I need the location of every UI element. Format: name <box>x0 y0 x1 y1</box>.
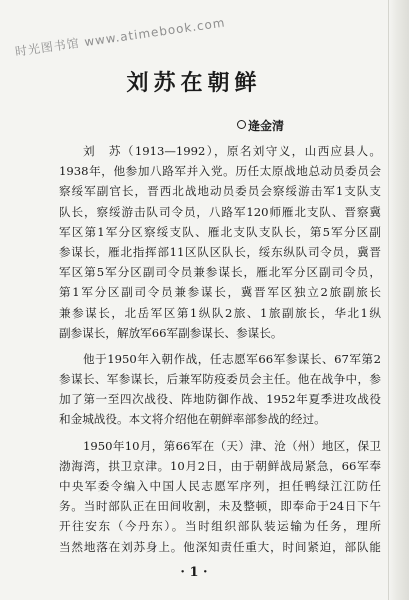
text-line: 渤海湾，拱卫京津。10月2日，由于朝鲜战局紧急，66军奉 <box>59 458 381 473</box>
watermark: 时光图书馆 www.atimebook.com <box>14 15 227 59</box>
page-number: · 1 · <box>180 565 208 580</box>
text-line: 军区第5军分区副司令员兼参谋长，雁北军分区副司令员， <box>59 265 381 280</box>
text-line: 他于1950年入朝作战，任志愿军66军参谋长、67军第2 <box>83 351 381 366</box>
text-line: 和金城战役。本文将介绍他在朝鲜率部参战的经过。 <box>59 412 326 427</box>
author-name: 逄金清 <box>248 119 285 133</box>
text-line: 中央军委令编入中国人民志愿军序列，担任鸭绿江江防任 <box>59 479 381 493</box>
article-body <box>59 141 381 557</box>
paragraph-3 <box>59 436 381 557</box>
text-line: 刘 苏（1913—1992），原名刘守义，山西应县人。 <box>83 144 381 158</box>
text-line: 1950年10月，第66军在（天）津、沧（州）地区，保卫 <box>83 438 381 453</box>
text-line: 当然地落在刘苏身上。他深知责任重大，时间紧迫，部队能 <box>59 539 381 554</box>
text-line: 兼参谋长，北岳军区第1纵队2旅、1旅副旅长，华北1纵 <box>59 305 381 320</box>
text-line: 参谋长、军参谋长，后兼军防疫委员会主任。他在战争中，参 <box>59 372 381 387</box>
byline-circle-mark <box>237 120 246 129</box>
text-line: 务。当时部队正在田间收割，未及整顿，即奉命于24日下午 <box>59 499 381 514</box>
text-line: 军区第1军分区察绥支队、雁北支队支队长，第5军分区副 <box>59 224 381 239</box>
paragraph-2 <box>59 349 381 430</box>
author-byline <box>237 117 284 134</box>
article-title: 刘苏在朝鲜 <box>126 70 262 96</box>
text-line: 队长，察绥游击队司令员，八路军120师雁北支队、晋察冀 <box>59 204 381 219</box>
text-line: 1938年，他参加八路军并入党。历任太原战地总动员委员会 <box>59 164 381 179</box>
text-line: 开往安东（今丹东）。当时组织部队装运输为任务，理所 <box>59 519 381 534</box>
page-spine-shadow <box>388 0 409 600</box>
text-line: 副参谋长，解放军66军副参谋长、参谋长。 <box>59 325 283 340</box>
paragraph-1 <box>59 141 381 343</box>
text-line: 察绥军副官长，晋西北战地动员委员会察绥游击军1支队支 <box>59 184 381 199</box>
text-line: 加了第一至四次战役、阵地防御作战、1952年夏季进攻战役 <box>59 392 381 407</box>
text-line: 参谋长，雁北指挥部11区队区队长，绥东纵队司令员，冀晋 <box>59 244 381 259</box>
text-line: 第1军分区副司令员兼参谋长，冀晋军区独立2旅副旅长 <box>59 285 381 300</box>
